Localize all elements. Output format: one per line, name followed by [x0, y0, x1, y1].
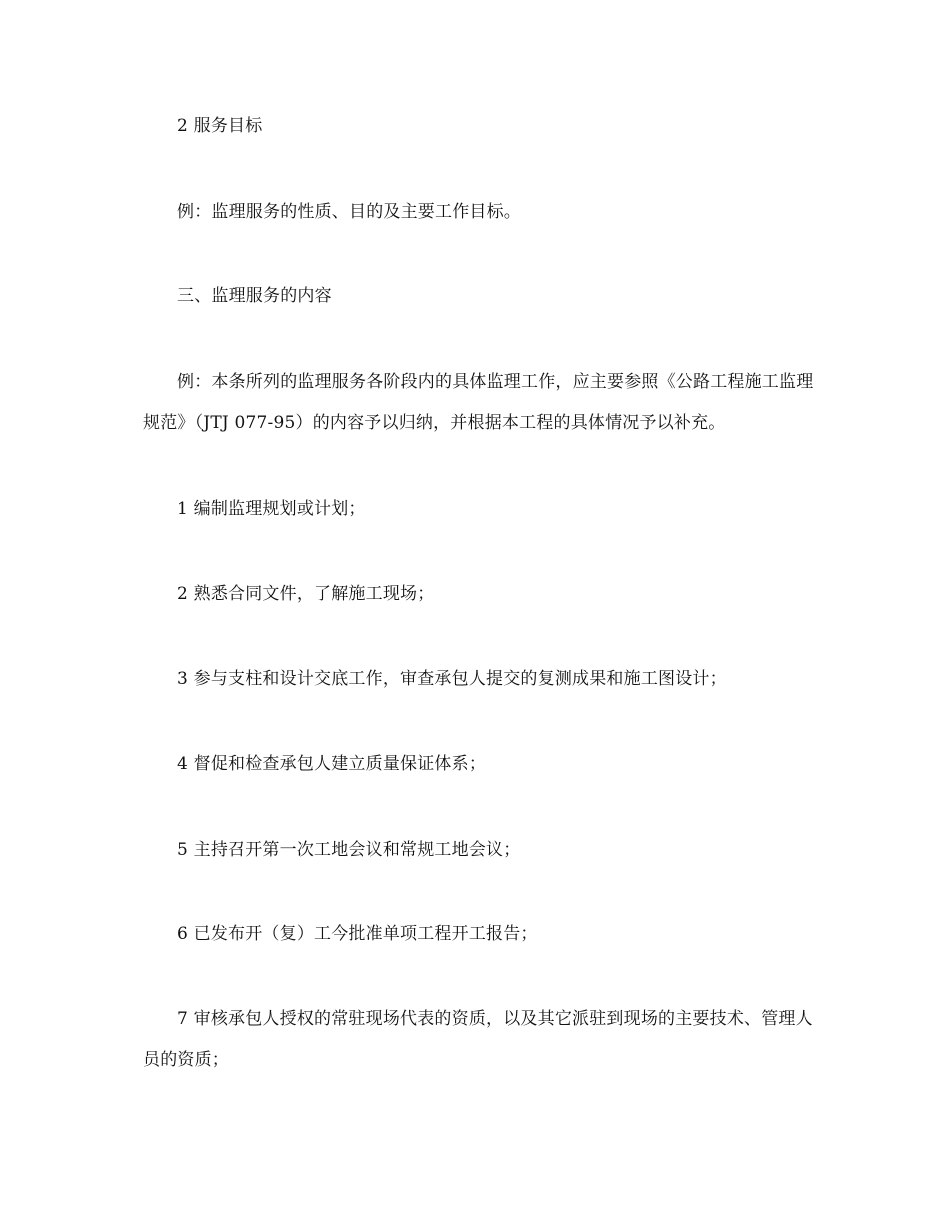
list-item-6: 6 已发布开（复）工今批准单项工程开工报告；: [177, 924, 538, 944]
list-item-3: 3 参与支柱和设计交底工作，审查承包人提交的复测成果和施工图设计；: [177, 669, 727, 689]
paragraph-section-three-example: 例：本条所列的监理服务各阶段内的具体监理工作，应主要参照《公路工程施工监理规范》（JTJ 077-95）的内容予以归纳，并根据本工程的具体情况予以补充。: [143, 372, 814, 433]
list-item-4: 4 督促和检查承包人建立质量保证体系；: [177, 754, 487, 774]
list-item-2: 2 熟悉合同文件，了解施工现场；: [177, 584, 435, 604]
list-item-5: 5 主持召开第一次工地会议和常规工地会议；: [177, 840, 521, 860]
paragraph-service-goal-heading: 2 服务目标: [177, 116, 263, 136]
list-item-1: 1 编制监理规划或计划；: [177, 499, 366, 519]
paragraph-section-three-heading: 三、监理服务的内容: [177, 286, 332, 306]
paragraph-service-goal-example: 例：监理服务的性质、目的及主要工作目标。: [177, 202, 521, 222]
list-item-7: 7 审核承包人授权的常驻现场代表的资质，以及其它派驻到现场的主要技术、管理人员的资质；: [143, 1009, 813, 1070]
